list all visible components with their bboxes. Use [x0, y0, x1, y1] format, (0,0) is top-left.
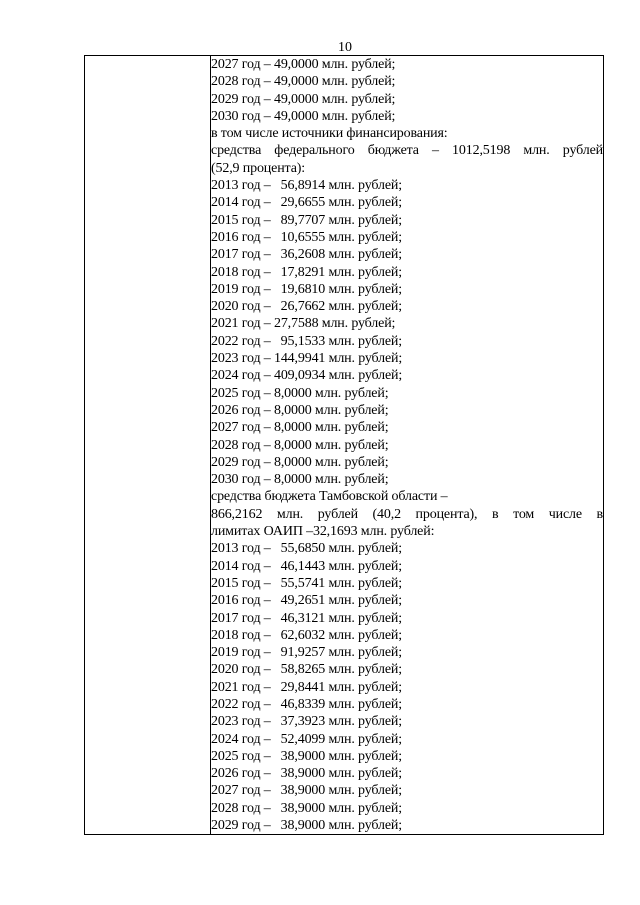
empty-left-cell	[85, 56, 211, 835]
text-line: 2013 год – 56,8914 млн. рублей;	[211, 178, 402, 194]
text-line: 2027 год – 38,9000 млн. рублей;	[211, 783, 402, 799]
text-line: 2021 год – 27,7588 млн. рублей;	[211, 316, 396, 332]
text-line: 2014 год – 29,6655 млн. рублей;	[211, 195, 402, 211]
page-number: 10	[338, 40, 352, 55]
text-line: 2025 год – 8,0000 млн. рублей;	[211, 385, 389, 401]
funding-table	[84, 55, 604, 835]
text-line: 2021 год – 29,8441 млн. рублей;	[211, 679, 402, 695]
text-line: 2013 год – 55,6850 млн. рублей;	[211, 541, 402, 557]
text-line: 2016 год – 49,2651 млн. рублей;	[211, 593, 402, 609]
text-line: средства бюджета Тамбовской области –	[211, 489, 448, 505]
text-line: 2018 год – 62,6032 млн. рублей;	[211, 627, 402, 643]
text-line: 2019 год – 91,9257 млн. рублей;	[211, 645, 402, 661]
text-line: 2024 год – 409,0934 млн. рублей;	[211, 368, 403, 384]
text-line: 866,2162 млн. рублей (40,2 процента), в том числе в	[211, 506, 603, 522]
text-line: 2029 год – 49,0000 млн. рублей;	[211, 91, 396, 107]
text-line: 2014 год – 46,1443 млн. рублей;	[211, 558, 402, 574]
text-line: 2029 год – 8,0000 млн. рублей;	[211, 454, 389, 470]
text-line: в том числе источники финансирования:	[211, 126, 448, 142]
text-line: 2022 год – 46,8339 млн. рублей;	[211, 696, 402, 712]
text-line: 2017 год – 36,2608 млн. рублей;	[211, 247, 402, 263]
text-line: средства федерального бюджета – 1012,5198 млн. рублей	[211, 143, 603, 159]
text-line: 2015 год – 89,7707 млн. рублей;	[211, 212, 402, 228]
text-line: 2023 год – 144,9941 млн. рублей;	[211, 351, 403, 367]
text-line: 2028 год – 49,0000 млн. рублей;	[211, 74, 396, 90]
funding-text-cell	[211, 56, 604, 835]
text-line: 2028 год – 8,0000 млн. рублей;	[211, 437, 389, 453]
text-line: лимитах ОАИП –32,1693 млн. рублей:	[211, 524, 435, 540]
text-line: 2019 год – 19,6810 млн. рублей;	[211, 281, 402, 297]
text-line: 2015 год – 55,5741 млн. рублей;	[211, 575, 402, 591]
text-line: 2023 год – 37,3923 млн. рублей;	[211, 714, 402, 730]
text-line: (52,9 процента):	[211, 160, 306, 176]
text-line: 2017 год – 46,3121 млн. рублей;	[211, 610, 402, 626]
text-line: 2025 год – 38,9000 млн. рублей;	[211, 748, 402, 764]
text-line: 2030 год – 49,0000 млн. рублей;	[211, 108, 396, 124]
table-row	[85, 56, 604, 835]
text-line: 2024 год – 52,4099 млн. рублей;	[211, 731, 402, 747]
text-line: 2020 год – 26,7662 млн. рублей;	[211, 299, 402, 315]
text-line: 2016 год – 10,6555 млн. рублей;	[211, 229, 402, 245]
text-line: 2026 год – 8,0000 млн. рублей;	[211, 402, 389, 418]
text-line: 2029 год – 38,9000 млн. рублей;	[211, 818, 402, 834]
text-line: 2022 год – 95,1533 млн. рублей;	[211, 333, 402, 349]
text-line: 2026 год – 38,9000 млн. рублей;	[211, 766, 402, 782]
text-line: 2020 год – 58,8265 млн. рублей;	[211, 662, 402, 678]
text-line: 2027 год – 8,0000 млн. рублей;	[211, 420, 389, 436]
text-line: 2018 год – 17,8291 млн. рублей;	[211, 264, 402, 280]
text-line: 2030 год – 8,0000 млн. рублей;	[211, 472, 389, 488]
text-line: 2028 год – 38,9000 млн. рублей;	[211, 800, 402, 816]
text-line: 2027 год – 49,0000 млн. рублей;	[211, 57, 396, 72]
